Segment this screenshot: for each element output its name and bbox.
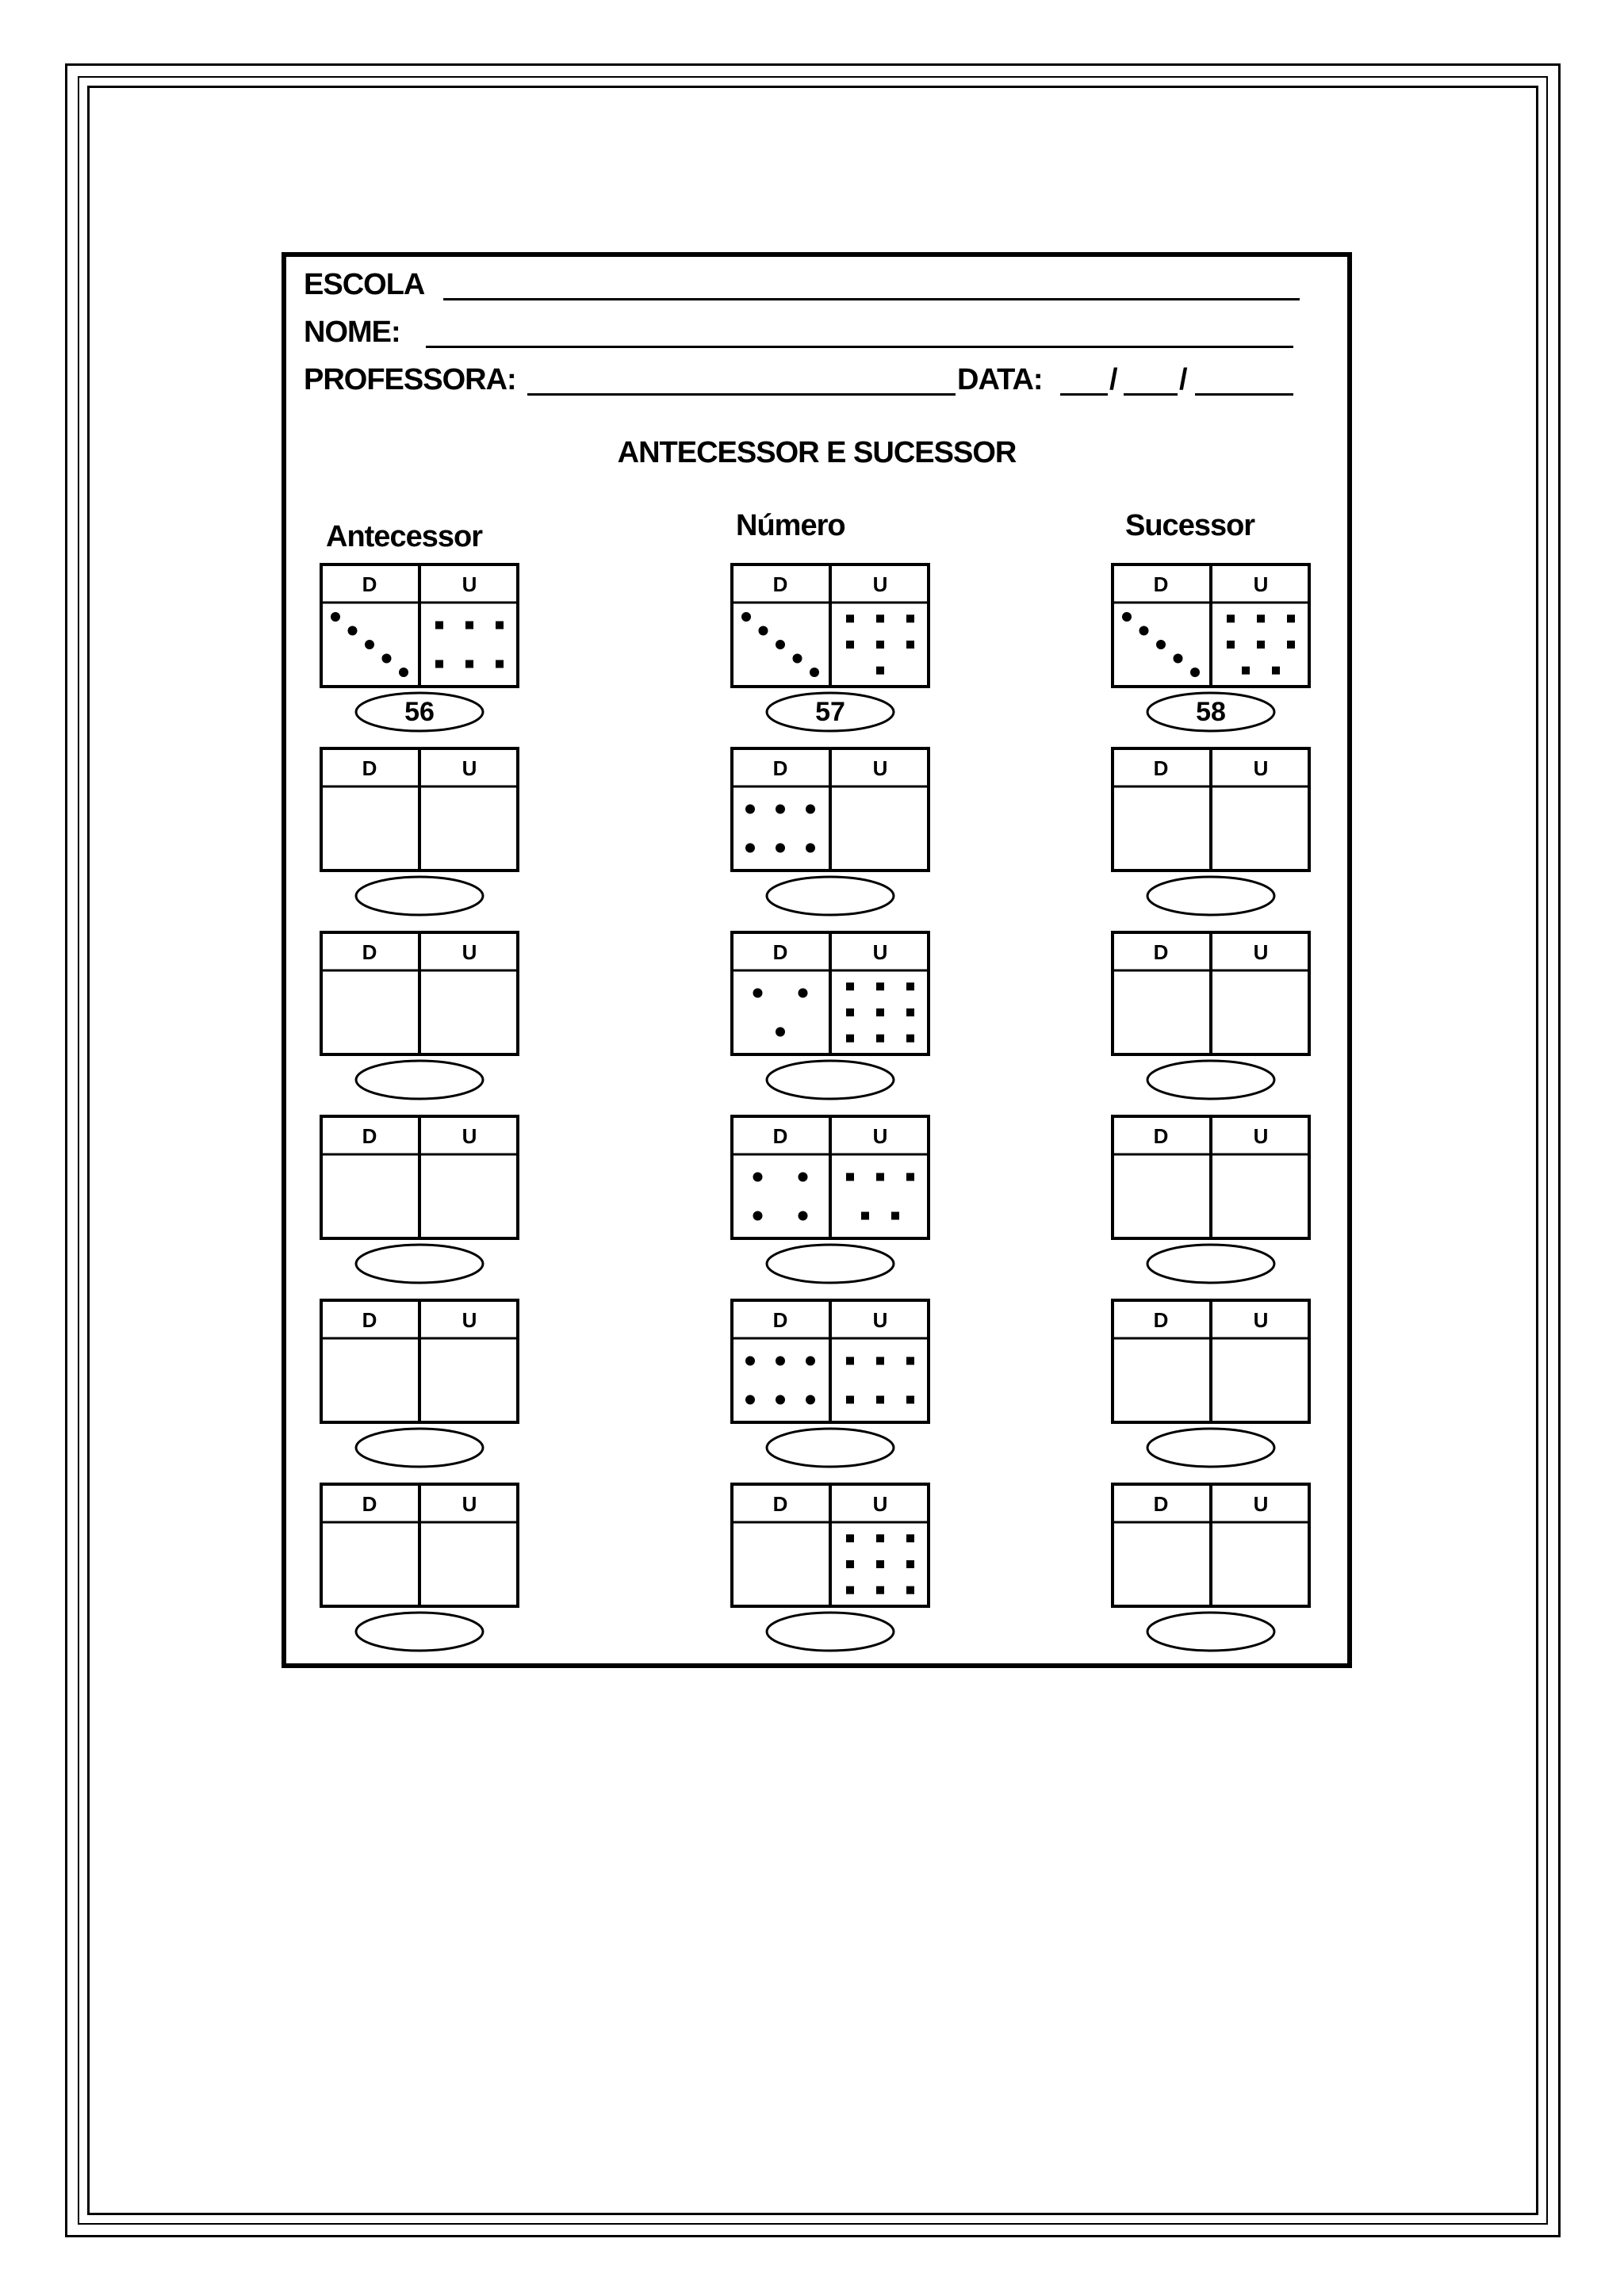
tens-dot: [745, 844, 755, 853]
place-value-card: [1111, 1115, 1311, 1295]
units-header: U: [872, 572, 888, 596]
tens-dot: [793, 654, 802, 664]
school-label: ESCOLA: [304, 268, 425, 301]
units-dot: [906, 1586, 914, 1594]
units-dot: [906, 1173, 914, 1181]
answer-value[interactable]: [1147, 875, 1274, 916]
place-value-card: [730, 1483, 930, 1663]
units-header: U: [872, 1124, 888, 1148]
units-header: U: [462, 940, 477, 964]
answer-value[interactable]: [1147, 1611, 1274, 1652]
units-dot: [906, 1357, 914, 1365]
tens-dot: [348, 626, 358, 636]
units-dot: [465, 660, 473, 668]
tens-header: D: [1153, 756, 1169, 780]
units-dot: [1227, 614, 1235, 622]
units-dot: [1287, 641, 1295, 649]
tens-header: D: [362, 1124, 377, 1148]
place-value-card: [1111, 563, 1311, 744]
units-header: U: [872, 1308, 888, 1332]
answer-value[interactable]: 58: [1196, 697, 1226, 727]
teacher-label: PROFESSORA:: [304, 363, 516, 396]
tens-dot: [1156, 640, 1166, 649]
tens-dot: [806, 1357, 815, 1366]
place-value-card: [730, 747, 930, 928]
tens-dot: [806, 1395, 815, 1405]
answer-value[interactable]: [356, 1059, 483, 1100]
units-header: U: [872, 1492, 888, 1516]
tens-dot: [753, 989, 763, 998]
answer-value[interactable]: 56: [404, 697, 435, 727]
tens-dot: [1122, 612, 1132, 622]
tens-header: D: [772, 1492, 788, 1516]
units-dot: [876, 667, 884, 675]
units-dot: [906, 1008, 914, 1016]
answer-value[interactable]: [356, 1243, 483, 1284]
units-header: U: [462, 1492, 477, 1516]
units-dot: [846, 1534, 854, 1542]
units-header: U: [1253, 1492, 1269, 1516]
units-dot: [876, 1173, 884, 1181]
units-header: U: [462, 1124, 477, 1148]
worksheet-title: ANTECESSOR E SUCESSOR: [617, 436, 1017, 469]
tens-dot: [759, 626, 768, 636]
tens-header: D: [1153, 572, 1169, 596]
date-month-field[interactable]: [1124, 393, 1178, 396]
date-year-field[interactable]: [1195, 393, 1293, 396]
tens-dot: [745, 1395, 755, 1405]
date-separator: /: [1179, 363, 1187, 396]
units-header: U: [462, 572, 477, 596]
place-value-card: [730, 563, 930, 744]
units-dot: [876, 982, 884, 990]
units-dot: [846, 982, 854, 990]
tens-dot: [810, 668, 819, 677]
units-dot: [846, 1560, 854, 1568]
tens-dot: [799, 989, 808, 998]
units-dot: [1272, 667, 1280, 675]
units-header: U: [1253, 1308, 1269, 1332]
tens-dot: [745, 1357, 755, 1366]
place-value-card: [730, 1299, 930, 1479]
tens-dot: [1139, 626, 1149, 636]
place-value-card: [1111, 1483, 1311, 1663]
units-header: U: [872, 756, 888, 780]
worksheet: [282, 252, 1352, 1668]
units-dot: [846, 641, 854, 649]
tens-header: D: [1153, 1308, 1169, 1332]
tens-header: D: [772, 940, 788, 964]
answer-value[interactable]: [1147, 1427, 1274, 1468]
place-value-card: [320, 563, 519, 744]
tens-dot: [776, 805, 785, 814]
units-header: U: [462, 756, 477, 780]
units-header: U: [1253, 756, 1269, 780]
units-dot: [861, 1212, 869, 1220]
tens-dot: [799, 1211, 808, 1221]
tens-header: D: [362, 1492, 377, 1516]
tens-header: D: [1153, 1124, 1169, 1148]
units-dot: [906, 1534, 914, 1542]
answer-value[interactable]: 57: [815, 697, 845, 727]
answer-value[interactable]: [356, 1427, 483, 1468]
place-value-card: [320, 1299, 519, 1479]
units-dot: [906, 982, 914, 990]
units-dot: [876, 1008, 884, 1016]
tens-header: D: [772, 1308, 788, 1332]
units-dot: [876, 641, 884, 649]
tens-header: D: [772, 1124, 788, 1148]
answer-value[interactable]: [767, 875, 894, 916]
place-value-card: [1111, 747, 1311, 928]
tens-header: D: [362, 940, 377, 964]
answer-value[interactable]: [356, 1611, 483, 1652]
tens-dot: [1190, 668, 1200, 677]
answer-value[interactable]: [356, 875, 483, 916]
tens-dot: [806, 805, 815, 814]
units-dot: [876, 1035, 884, 1043]
units-dot: [876, 1357, 884, 1365]
date-separator: /: [1109, 363, 1117, 396]
units-dot: [846, 1396, 854, 1404]
date-label: DATA:: [957, 363, 1043, 396]
tens-header: D: [1153, 940, 1169, 964]
tens-dot: [753, 1211, 763, 1221]
tens-dot: [382, 654, 392, 664]
tens-dot: [799, 1173, 808, 1182]
units-header: U: [462, 1308, 477, 1332]
units-dot: [846, 1008, 854, 1016]
units-dot: [435, 622, 443, 629]
teacher-field[interactable]: [527, 393, 956, 396]
units-dot: [496, 660, 504, 668]
tens-dot: [776, 844, 785, 853]
units-header: U: [872, 940, 888, 964]
place-value-card: [1111, 931, 1311, 1112]
place-value-card: [1111, 1299, 1311, 1479]
units-header: U: [1253, 940, 1269, 964]
place-value-card: [320, 931, 519, 1112]
column-header-number: Número: [736, 509, 845, 542]
units-dot: [906, 1396, 914, 1404]
tens-header: D: [362, 572, 377, 596]
units-header: U: [1253, 572, 1269, 596]
tens-header: D: [362, 756, 377, 780]
units-dot: [876, 614, 884, 622]
units-dot: [846, 1035, 854, 1043]
units-dot: [876, 1534, 884, 1542]
answer-value[interactable]: [767, 1243, 894, 1284]
place-value-card: [320, 747, 519, 928]
tens-dot: [776, 640, 785, 649]
tens-header: D: [1153, 1492, 1169, 1516]
units-dot: [435, 660, 443, 668]
units-dot: [906, 1560, 914, 1568]
tens-dot: [1174, 654, 1183, 664]
units-dot: [846, 1586, 854, 1594]
units-dot: [846, 1173, 854, 1181]
answer-value[interactable]: [767, 1059, 894, 1100]
tens-dot: [399, 668, 408, 677]
place-value-card: [730, 1115, 930, 1295]
units-dot: [876, 1396, 884, 1404]
units-dot: [1287, 614, 1295, 622]
answer-value[interactable]: [1147, 1059, 1274, 1100]
tens-dot: [776, 1395, 785, 1405]
column-header-predecessor: Antecessor: [326, 520, 482, 553]
units-dot: [496, 622, 504, 629]
place-value-card: [320, 1115, 519, 1295]
tens-dot: [753, 1173, 763, 1182]
name-label: NOME:: [304, 316, 400, 349]
place-value-card: [320, 1483, 519, 1663]
units-dot: [1257, 641, 1265, 649]
school-field[interactable]: [443, 298, 1300, 300]
tens-header: D: [772, 756, 788, 780]
units-dot: [465, 622, 473, 629]
tens-dot: [741, 612, 751, 622]
units-dot: [906, 1035, 914, 1043]
units-dot: [1257, 614, 1265, 622]
tens-dot: [806, 844, 815, 853]
units-dot: [876, 1586, 884, 1594]
answer-value[interactable]: [767, 1427, 894, 1468]
units-dot: [846, 1357, 854, 1365]
tens-dot: [745, 805, 755, 814]
tens-header: D: [362, 1308, 377, 1332]
tens-dot: [776, 1357, 785, 1366]
place-value-card: [730, 931, 930, 1112]
answer-value[interactable]: [1147, 1243, 1274, 1284]
tens-header: D: [772, 572, 788, 596]
tens-dot: [331, 612, 340, 622]
tens-dot: [776, 1027, 785, 1037]
units-dot: [906, 641, 914, 649]
units-dot: [876, 1560, 884, 1568]
date-day-field[interactable]: [1060, 393, 1108, 396]
units-dot: [891, 1212, 899, 1220]
units-dot: [906, 614, 914, 622]
tens-dot: [365, 640, 374, 649]
units-header: U: [1253, 1124, 1269, 1148]
units-dot: [1227, 641, 1235, 649]
answer-value[interactable]: [767, 1611, 894, 1652]
column-header-successor: Sucessor: [1125, 509, 1255, 542]
name-field[interactable]: [426, 346, 1293, 348]
units-dot: [846, 614, 854, 622]
units-dot: [1242, 667, 1250, 675]
